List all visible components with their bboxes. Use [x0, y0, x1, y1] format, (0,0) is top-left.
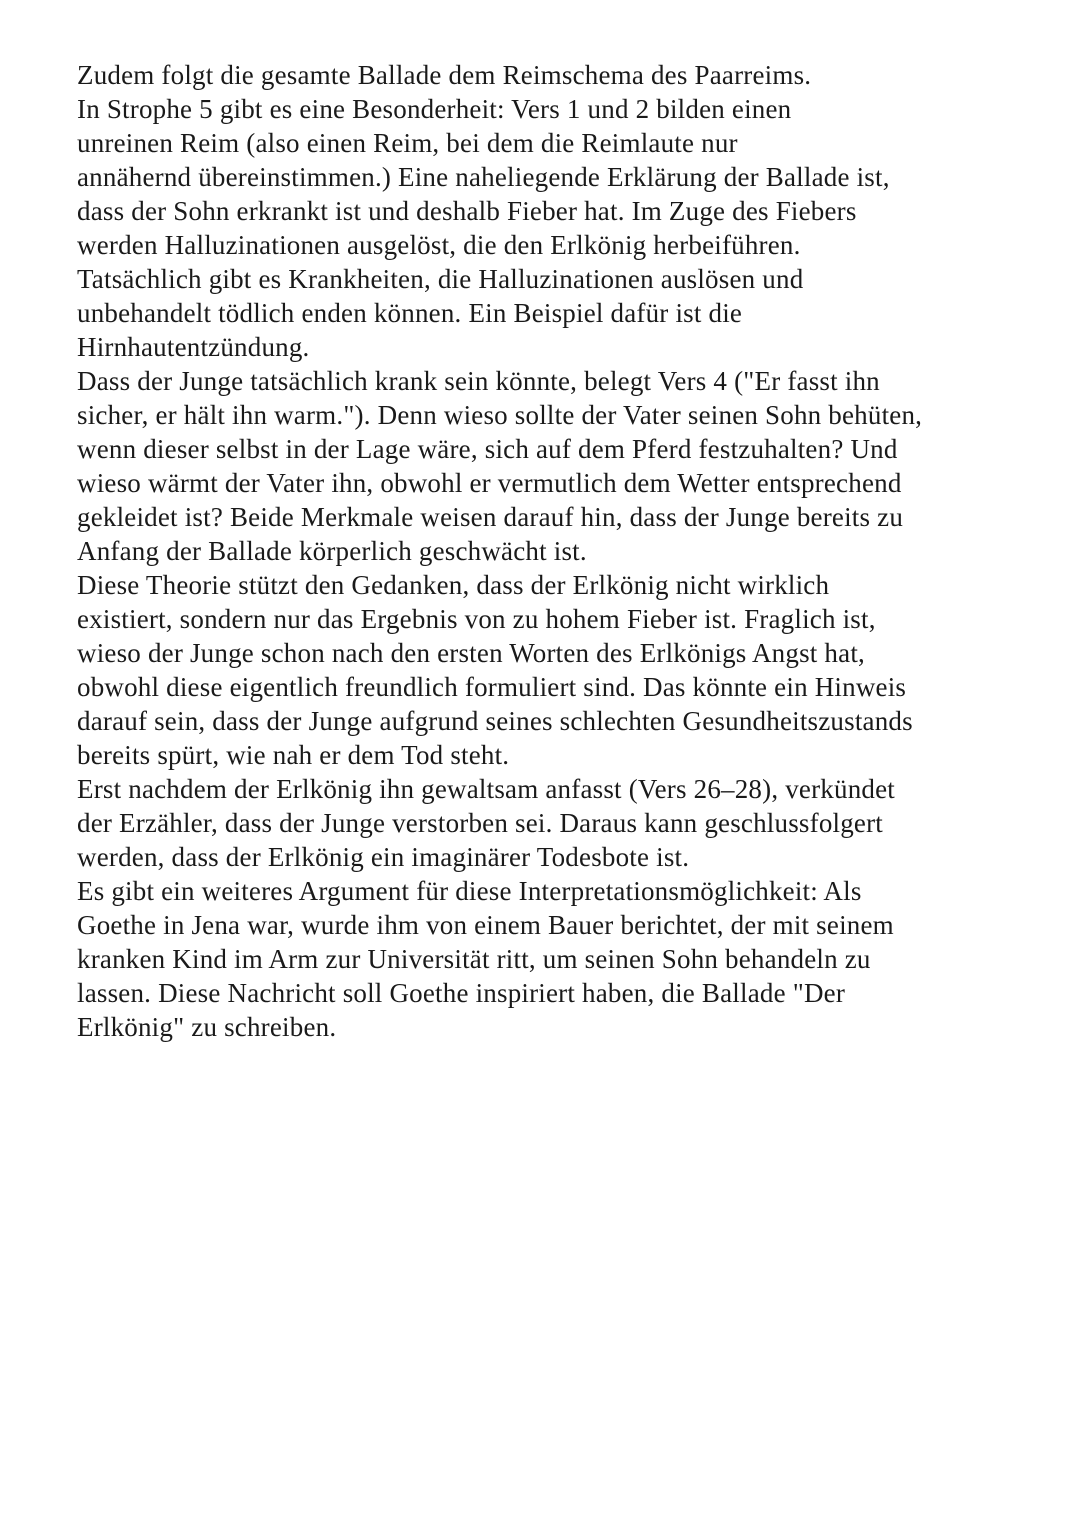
text-line: Anfang der Ballade körperlich geschwächt ist. [77, 536, 587, 566]
text-line: Zudem folgt die gesamte Ballade dem Reimschema des Paarreims. [77, 60, 812, 90]
text-line: wieso der Junge schon nach den ersten Worten des Erlkönigs Angst hat, [77, 638, 865, 668]
text-line: Tatsächlich gibt es Krankheiten, die Halluzinationen auslösen und [77, 264, 804, 294]
text-line: Es gibt ein weiteres Argument für diese Interpretationsmöglichkeit: Als [77, 876, 862, 906]
text-line: werden Halluzinationen ausgelöst, die den Erlkönig herbeiführen. [77, 230, 801, 260]
text-line: obwohl diese eigentlich freundlich formuliert sind. Das könnte ein Hinweis [77, 672, 907, 702]
text-line: der Erzähler, dass der Junge verstorben sei. Daraus kann geschlussfolgert [77, 808, 883, 838]
text-line: unreinen Reim (also einen Reim, bei dem die Reimlaute nur [77, 128, 738, 158]
text-line: kranken Kind im Arm zur Universität ritt, um seinen Sohn behandeln zu [77, 944, 871, 974]
body-text [77, 58, 1067, 1044]
text-line: sicher, er hält ihn warm."). Denn wieso sollte der Vater seinen Sohn behüten, [77, 400, 923, 430]
text-line: Dass der Junge tatsächlich krank sein könnte, belegt Vers 4 ("Er fasst ihn [77, 366, 880, 396]
text-line: In Strophe 5 gibt es eine Besonderheit: Vers 1 und 2 bilden einen [77, 94, 792, 124]
text-line: Goethe in Jena war, wurde ihm von einem Bauer berichtet, der mit seinem [77, 910, 894, 940]
text-line: unbehandelt tödlich enden können. Ein Beispiel dafür ist die [77, 298, 743, 328]
text-line: wenn dieser selbst in der Lage wäre, sich auf dem Pferd festzuhalten? Und [77, 434, 898, 464]
text-line: bereits spürt, wie nah er dem Tod steht. [77, 740, 510, 770]
text-line: Erst nachdem der Erlkönig ihn gewaltsam anfasst (Vers 26–28), verkündet [77, 774, 895, 804]
text-line: wieso wärmt der Vater ihn, obwohl er vermutlich dem Wetter entsprechend [77, 468, 902, 498]
text-line: lassen. Diese Nachricht soll Goethe inspiriert haben, die Ballade "Der [77, 978, 846, 1008]
text-line: annähernd übereinstimmen.) Eine naheliegende Erklärung der Ballade ist, [77, 162, 890, 192]
text-line: existiert, sondern nur das Ergebnis von zu hohem Fieber ist. Fraglich ist, [77, 604, 876, 634]
text-line: darauf sein, dass der Junge aufgrund seines schlechten Gesundheitszustands [77, 706, 913, 736]
text-line: dass der Sohn erkrankt ist und deshalb Fieber hat. Im Zuge des Fiebers [77, 196, 857, 226]
text-line: werden, dass der Erlkönig ein imaginärer Todesbote ist. [77, 842, 690, 872]
text-line: Diese Theorie stützt den Gedanken, dass der Erlkönig nicht wirklich [77, 570, 830, 600]
text-line: Hirnhautentzündung. [77, 332, 310, 362]
text-line: Erlkönig" zu schreiben. [77, 1012, 337, 1042]
text-line: gekleidet ist? Beide Merkmale weisen darauf hin, dass der Junge bereits zu [77, 502, 904, 532]
